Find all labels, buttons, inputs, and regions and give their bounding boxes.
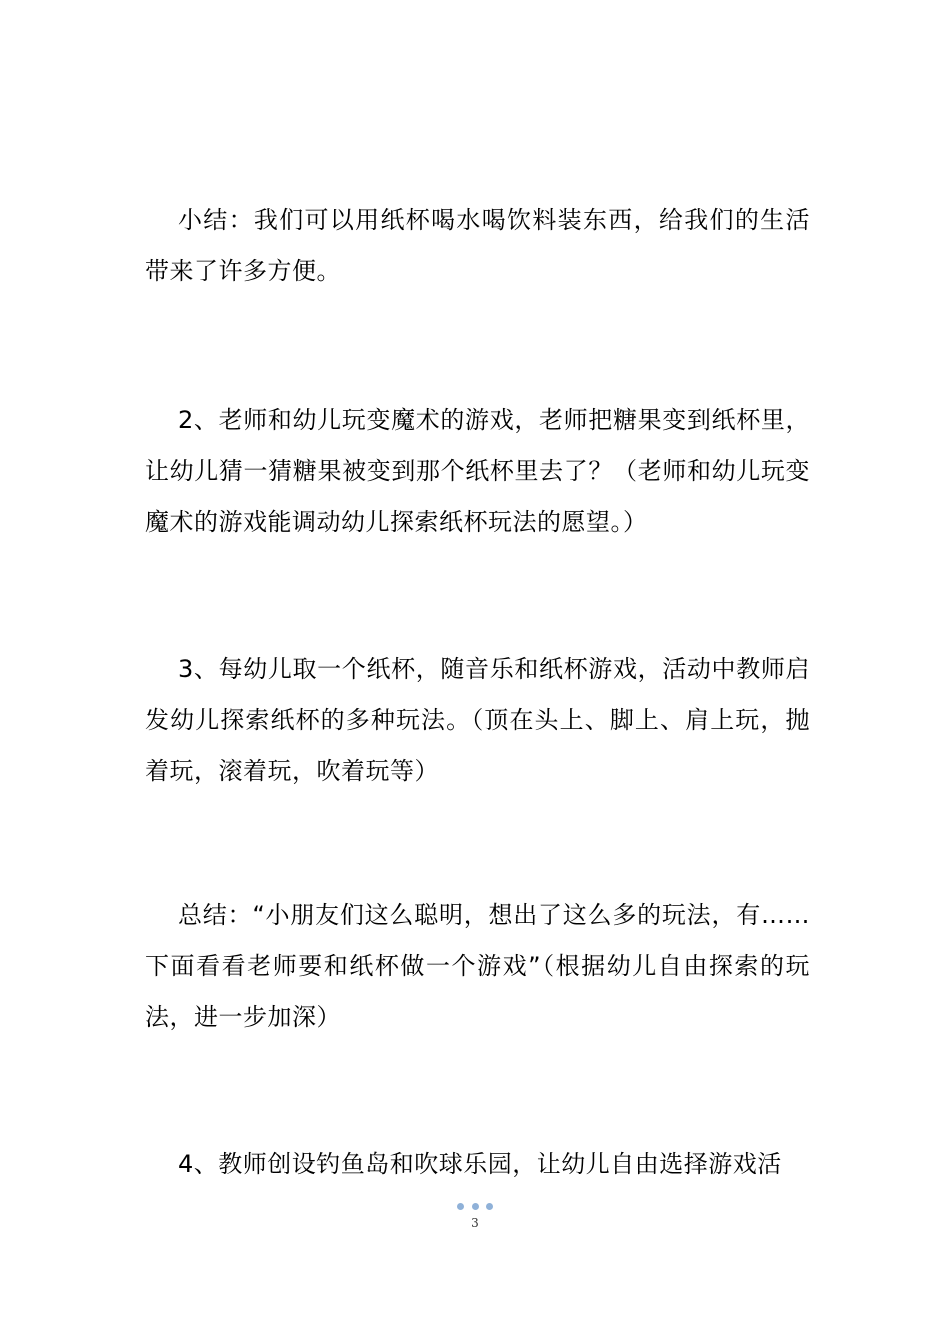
step-4-paragraph: 4、教师创设钓鱼岛和吹球乐园，让幼儿自由选择游戏活 <box>178 1150 782 1178</box>
page-dots-ornament <box>457 1202 493 1210</box>
summary-paragraph: 小结：我们可以用纸杯喝水喝饮料装东西，给我们的生活带来了许多方便。 <box>145 206 810 285</box>
step-2-paragraph: 2、老师和幼儿玩变魔术的游戏，老师把糖果变到纸杯里，让幼儿猜一猜糖果被变到那个纸杯里去了？（老师和幼儿玩变魔术的游戏能调动幼儿探索纸杯玩法的愿望。） <box>145 406 810 536</box>
conclusion-paragraph: 总结：“小朋友们这么聪明，想出了这么多的玩法，有……下面看看老师要和纸杯做一个游戏”（根据幼儿自由探索的玩法，进一步加深） <box>145 901 810 1031</box>
page-number: 3 <box>471 1216 479 1230</box>
dot-icon <box>486 1203 493 1210</box>
dot-icon <box>472 1203 479 1210</box>
step-3-paragraph: 3、每幼儿取一个纸杯，随音乐和纸杯游戏，活动中教师启发幼儿探索纸杯的多种玩法。（顶在头上、脚上、肩上玩，抛着玩，滚着玩，吹着玩等） <box>145 655 810 785</box>
dot-icon <box>457 1203 464 1210</box>
